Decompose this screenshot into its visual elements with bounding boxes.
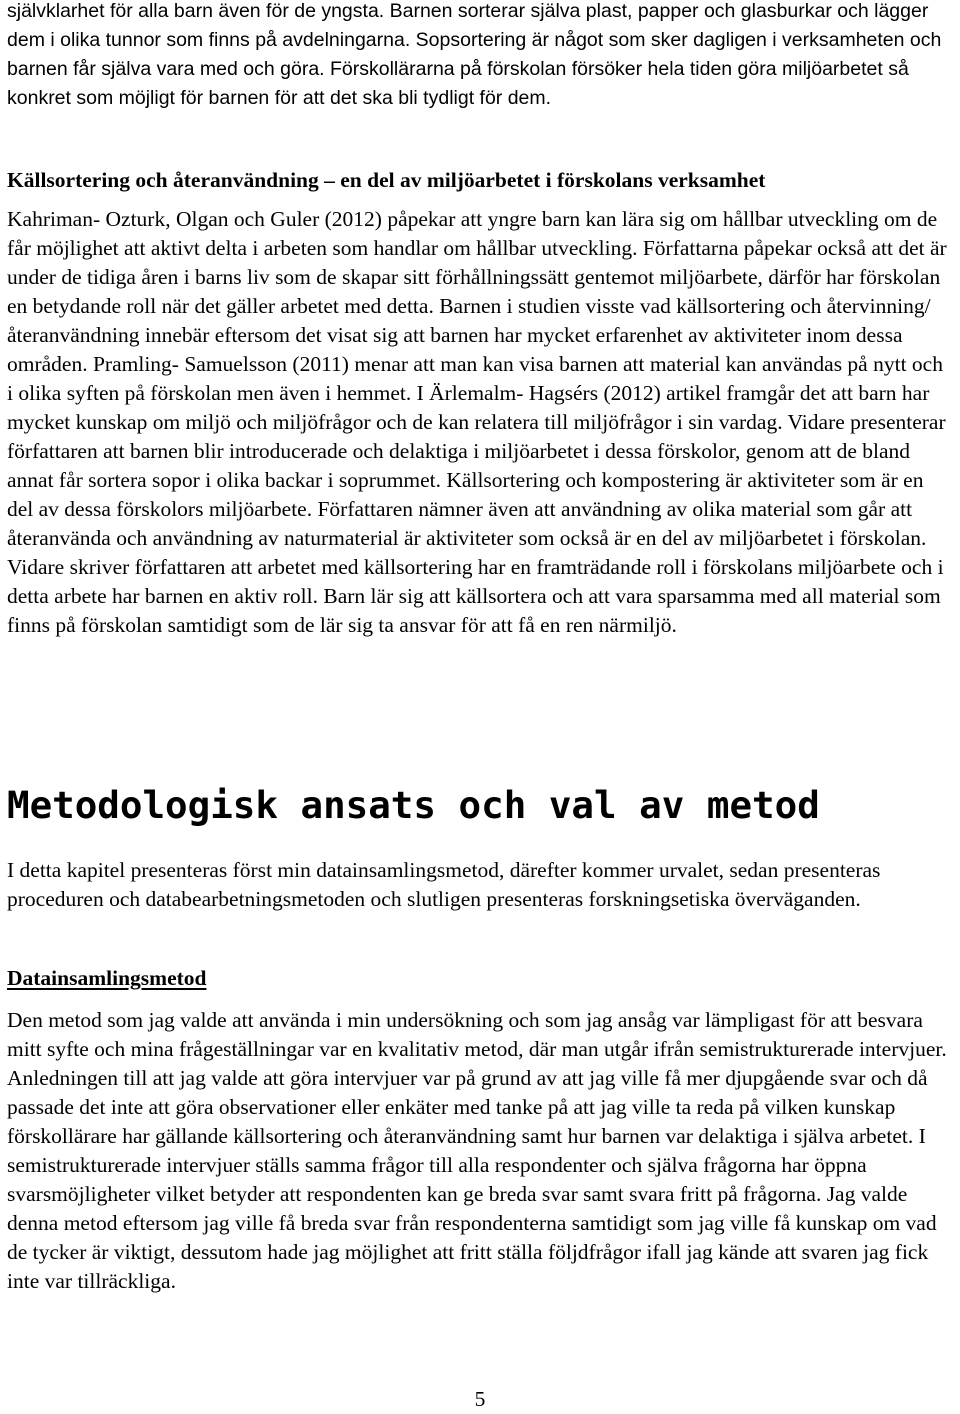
subheading: Datainsamlingsmetod [7, 966, 207, 990]
method-paragraph: Den metod som jag valde att använda i min undersökning och som jag ansåg var lämpligast för att besvara mitt syfte och mina frågeställningar var en kvalitativ metod, där man utgår ifrån semistrukturerade intervjuer. Anledningen till att jag valde att göra intervjuer var på grund av att jag ville få mer djupgående svar och då passade det inte att göra observationer eller enkäter med tanke på att jag ville ta reda på vilken kunskap förskollärare har gällande källsortering och återanvändning samt hur barnen var delaktiga i själva arbetet. I semistrukturerade intervjuer ställs samma frågor till alla respondenter och själva frågorna har öppna svarsmöjligheter vilket betyder att respondenten kan ge breda svar samt svara fritt på frågorna. Jag valde denna metod eftersom jag ville få breda svar från respondenterna samtidigt som jag ville få kunskap om vad de tycker är viktigt, dessutom hade jag möjlighet att fritt ställa följdfrågor ifall jag kände att svaren jag fick inte var tillräckliga. [7, 1008, 947, 1293]
chapter-heading: Metodologisk ansats och val av metod [7, 783, 820, 827]
chapter-intro-paragraph: I detta kapitel presenteras först min datainsamlingsmetod, därefter kommer urvalet, sedan presenteras proceduren och databearbetningsmetoden och slutligen presenteras forskningsetiska överväganden. [7, 858, 881, 911]
section-paragraph: Kahriman- Ozturk, Olgan och Guler (2012) påpekar att yngre barn kan lära sig om hållbar utveckling om de får möjlighet att aktivt delta i arbeten som handlar om hållbar utveckling. Författarna påpekar också att det är under de tidiga åren i barns liv som de skapar sitt förhållningssätt gentemot miljöarbete, därför har förskolan en betydande roll när det gäller arbetet med detta. Barnen i studien visste vad källsortering och återvinning/återanvändning innebär eftersom det visat sig att barnen har mycket erfarenhet av aktiviteter inom dessa områden. Pramling- Samuelsson (2011) menar att man kan visa barnen att material kan användas på nytt och i olika syften på förskolan men även i hemmet. I Ärlemalm- Hagsérs (2012) artikel framgår det att barn har mycket kunskap om miljö och miljöfrågor och de kan relatera till miljöfrågor i sin vardag. Vidare presenterar författaren att barnen blir introducerade och delaktiga i miljöarbetet i dessa förskolor, genom att de bland annat får sortera sopor i olika backar i soprummet. Källsortering och kompostering är aktiviteter som är en del av dessa förskolors miljöarbete. Författaren nämner även att användning av olika material som går att återanvända och användning av naturmaterial är aktiviteter som också är en del av miljöarbetet i förskolan. Vidare skriver författaren att arbetet med källsortering har en framträdande roll i förskolans miljöarbete och i detta arbete har barnen en aktiv roll. Barn lär sig att källsortera och att vara sparsamma med all material som finns på förskolan samtidigt som de lär sig ta ansvar för att få en ren närmiljö. [7, 207, 947, 637]
page-number: 5 [474, 1387, 486, 1411]
section-heading: Källsortering och återanvändning – en del av miljöarbetet i förskolans verksamhet [7, 168, 766, 192]
intro-paragraph: självklarhet för alla barn även för de yngsta. Barnen sorterar själva plast, papper och glasburkar och lägger dem i olika tunnor som finns på avdelningarna. Sopsortering är något som sker dagligen i verksamheten och barnen får själva vara med och göra. Förskollärarna på förskolan försöker hela tiden göra miljöarbetet så konkret som möjligt för barnen för att det ska bli tydligt för dem. [7, 0, 942, 109]
